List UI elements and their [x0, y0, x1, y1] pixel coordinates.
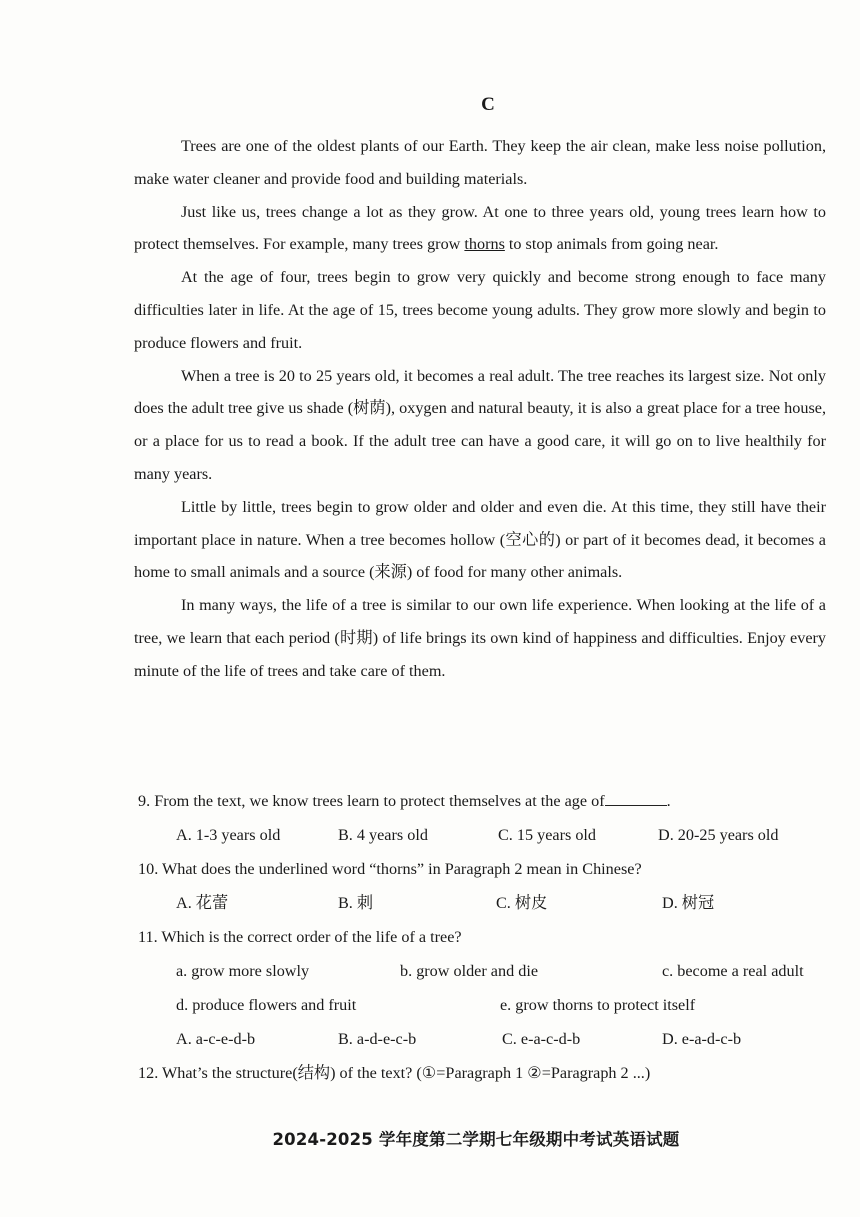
option-c: C. 树皮 [496, 894, 548, 912]
option-b: B. 4 years old [338, 826, 428, 844]
option-a: A. 花蕾 [176, 894, 229, 912]
paragraph-5: Little by little, trees begin to grow older and older and even die. At this time, they still have their important place in nature. When a tree becomes hollow (空心的) or part of it becomes dead, it becomes a home to small animals and a source (来源) of food for many other animals. [134, 497, 826, 582]
option-b: B. a-d-e-c-b [338, 1030, 417, 1048]
option-d: D. e-a-d-c-b [662, 1030, 742, 1048]
exam-footer-title: 2024-2025 学年度第二学期七年级期中考试英语试题 [272, 1130, 680, 1149]
paragraph-3: At the age of four, trees begin to grow very quickly and become strong enough to face many difficulties later in life. At the age of 15, trees become young adults. They grow more slowly and begin to produce flowers and fruit. [134, 268, 826, 352]
question-9-options [138, 820, 830, 854]
question-10-stem: 10. What does the underlined word “thorns” in Paragraph 2 mean in Chinese? [138, 860, 642, 878]
answer-blank [605, 791, 667, 806]
item-b: b. grow older and die [400, 962, 539, 980]
item-e: e. grow thorns to protect itself [500, 996, 696, 1014]
option-c: C. 15 years old [498, 826, 597, 844]
option-d: D. 20-25 years old [658, 826, 779, 844]
paragraph-2: Just like us, trees change a lot as they grow. At one to three years old, young trees learn how to protect themselves. For example, many trees grow thorns to stop animals from going near. [134, 202, 826, 254]
question-11-stem: 11. Which is the correct order of the life of a tree? [138, 928, 462, 946]
reading-passage [134, 130, 826, 688]
question-11-items-row-1 [138, 956, 830, 990]
question-12-stem: 12. What’s the structure(结构) of the text? (①=Paragraph 1 ②=Paragraph 2 ...) [138, 1064, 651, 1082]
option-c: C. e-a-c-d-b [502, 1030, 581, 1048]
question-11-options [138, 1024, 830, 1058]
question-list [138, 786, 830, 1092]
option-b: B. 刺 [338, 894, 374, 912]
question-11-items-row-2 [138, 990, 830, 1024]
question-10-options [138, 888, 830, 922]
section-letter: C [481, 94, 495, 115]
question-9-stem: 9. From the text, we know trees learn to protect themselves at the age of . [138, 792, 671, 810]
paragraph-1: Trees are one of the oldest plants of our Earth. They keep the air clean, make less noise pollution, make water cleaner and provide food and building materials. [134, 137, 826, 188]
underlined-word: thorns [464, 235, 505, 254]
paragraph-6: In many ways, the life of a tree is similar to our own life experience. When looking at the life of a tree, we learn that each period (时期) of life brings its own kind of happiness and difficulties. Enjoy every minute of the life of trees and take care of them. [134, 596, 826, 680]
option-a: A. 1-3 years old [176, 826, 281, 844]
option-d: D. 树冠 [662, 894, 715, 912]
paragraph-4: When a tree is 20 to 25 years old, it becomes a real adult. The tree reaches its largest size. Not only does the adult tree give us shade (树荫), oxygen and natural beauty, it is also a great place for a tree house, or a place for us to read a book. If the adult tree can have a good care, it will go on to live healthily for many years. [134, 366, 826, 483]
option-a: A. a-c-e-d-b [176, 1030, 256, 1048]
item-c: c. become a real adult [662, 962, 804, 980]
item-a: a. grow more slowly [176, 962, 310, 980]
item-d: d. produce flowers and fruit [176, 996, 357, 1014]
